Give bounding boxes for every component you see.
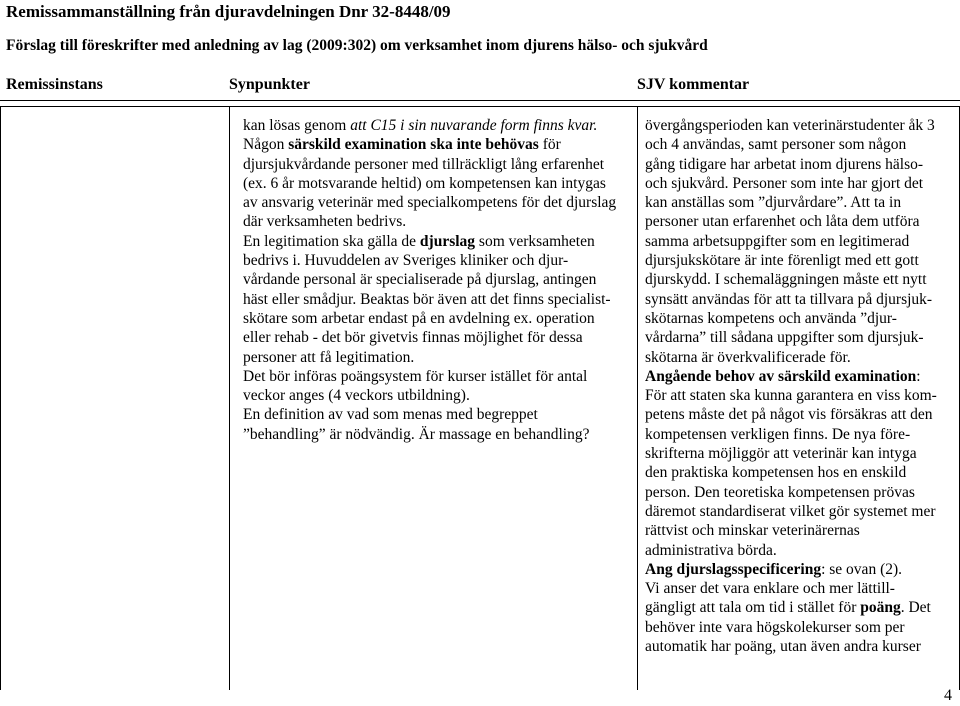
text-line	[645, 598, 957, 617]
text-line	[645, 637, 957, 656]
text-segment: skötare som arbetar endast på en avdelning ex. operation	[243, 309, 595, 327]
text-line	[645, 521, 957, 540]
column-divider-1	[229, 106, 230, 690]
text-segment: kan lösas genom	[243, 117, 351, 134]
text-line	[645, 290, 957, 309]
text-line	[243, 212, 635, 231]
text-line	[243, 386, 635, 405]
text-segment: av ansvarig veterinär med specialkompetens för det djurslag	[243, 194, 617, 212]
text-line	[645, 348, 957, 367]
text-line	[243, 309, 635, 328]
text-line	[645, 463, 957, 482]
text-segment: Vi anser det vara enklare och mer lättill-	[645, 580, 895, 598]
text-line	[645, 328, 957, 347]
text-segment: En definition av vad som menas med begreppet	[243, 406, 538, 424]
text-segment: skötarnas kompetens och använda ”djur-	[645, 309, 897, 327]
text-segment: rättvist och minskar veterinärernas	[645, 522, 860, 540]
text-line	[243, 328, 635, 347]
text-line	[243, 348, 635, 367]
text-segment: den praktiska kompetensen hos en enskild	[645, 464, 907, 482]
text-line	[645, 155, 957, 174]
text-line	[645, 405, 957, 424]
text-segment: kan anställas som ”djurvårdare”. Att ta in	[645, 194, 902, 212]
text-segment: För att staten ska kunna garantera en viss kom-	[645, 387, 937, 405]
text-line	[645, 579, 957, 598]
text-line	[243, 251, 635, 270]
text-segment: och 4 användas, samt personer som någon	[645, 136, 907, 154]
text-segment: : se ovan (2).	[821, 560, 903, 578]
text-line	[645, 483, 957, 502]
text-segment: djurskydd. I schemaläggningen måste ett nytt	[645, 271, 927, 289]
text-segment: behöver inte vara högskolekurser som per	[645, 618, 905, 636]
text-line	[243, 367, 635, 386]
text-segment: djurslag	[419, 232, 476, 250]
text-line	[645, 309, 957, 328]
text-line	[243, 290, 635, 309]
text-segment: (ex. 6 år motsvarande heltid) om kompetensen kan intygas	[243, 174, 606, 192]
text-line	[243, 135, 635, 154]
text-segment: häst eller smådjur. Beaktas bör även att det finns specialist-	[243, 290, 611, 308]
text-line	[645, 116, 957, 135]
text-line	[243, 425, 635, 444]
text-segment: Ang djurslagsspecificering	[645, 560, 822, 578]
text-segment: att C15 i sin nuvarande form finns kvar.	[350, 117, 598, 134]
text-line	[645, 386, 957, 405]
text-line	[243, 270, 635, 289]
text-line	[645, 425, 957, 444]
text-segment: djursjukvårdande personer med tillräckligt lång erfarenhet	[243, 155, 605, 173]
column-divider-2	[637, 106, 638, 690]
text-line	[645, 502, 957, 521]
text-segment: vårdande personal är specialiserade på djurslag, antingen	[243, 271, 597, 289]
text-line	[243, 405, 635, 424]
text-segment: däremot standardiserat vilket gör systemet mer	[645, 502, 936, 520]
text-segment: administrativa börda.	[645, 541, 777, 559]
sjv-kommentar-cell	[645, 116, 957, 656]
text-segment: samma arbetsuppgifter som en legitimerad	[645, 232, 910, 250]
text-line	[645, 135, 957, 154]
column-header-sjv-kommentar: SJV kommentar	[637, 76, 750, 93]
text-segment: djursjukskötare är inte förenligt med ett gott	[645, 252, 919, 270]
column-header-remissinstans: Remissinstans	[6, 76, 103, 93]
text-segment: petens måste det på något vis försäkras att den	[645, 406, 933, 424]
text-line	[645, 212, 957, 231]
page-number: 4	[944, 687, 952, 704]
text-segment: person. Den teoretiska kompetensen prövas	[645, 483, 915, 501]
text-line	[243, 174, 635, 193]
text-segment: poäng	[860, 599, 901, 617]
text-segment: kompetensen verkligen finns. De nya före-	[645, 425, 911, 443]
text-segment: En legitimation ska gälla de	[243, 232, 420, 250]
text-segment: gängligt att tala om tid i stället för	[645, 599, 861, 617]
text-line	[645, 270, 957, 289]
table-border-top	[0, 100, 960, 101]
text-segment: automatik har poäng, utan även andra kurser	[645, 638, 921, 656]
text-segment: ”behandling” är nödvändig. Är massage en behandling?	[243, 425, 590, 443]
text-segment: eller rehab - det bör givetvis finnas möjlighet för dessa	[243, 329, 583, 347]
text-segment: skötarna är överkvalificerade för.	[645, 348, 851, 366]
text-segment: för	[538, 136, 561, 154]
text-line	[645, 541, 957, 560]
document-subtitle: Förslag till föreskrifter med anledning av lag (2009:302) om verksamhet inom djurens hälso- och sjukvård	[6, 37, 708, 54]
text-segment: som verksamheten	[475, 232, 595, 250]
text-segment: särskild examination ska inte behövas	[288, 136, 539, 154]
text-line	[243, 155, 635, 174]
text-segment: vårdarna” till sådana uppgifter som djursjuk-	[645, 329, 924, 347]
text-line	[645, 618, 957, 637]
text-line	[645, 232, 957, 251]
text-segment: gång tidigare har arbetat inom djurens hälso-	[645, 155, 924, 173]
text-segment: Angående behov av särskild examination	[645, 367, 917, 385]
text-line	[645, 367, 957, 386]
text-segment: . Det	[900, 599, 931, 617]
table-border-top-inner	[0, 106, 960, 107]
text-segment: skrifterna möjliggör att veterinär kan intyga	[645, 445, 917, 463]
text-segment: och sjukvård. Personer som inte har gjort det	[645, 174, 924, 192]
text-line	[645, 251, 957, 270]
text-segment: bedrivs i. Huvuddelen av Sveriges kliniker och djur-	[243, 252, 569, 270]
text-segment: Någon	[243, 136, 289, 154]
text-segment: personer utan erfarenhet och låta dem utföra	[645, 213, 920, 231]
text-line	[645, 193, 957, 212]
text-segment: synsätt användas för att ta tillvara på djursjuk-	[645, 290, 933, 308]
text-line	[645, 444, 957, 463]
text-segment: Det bör införas poängsystem för kurser istället för antal	[243, 367, 588, 385]
text-line	[243, 193, 635, 212]
text-segment: :	[916, 367, 921, 385]
column-header-synpunkter: Synpunkter	[229, 76, 310, 93]
text-segment: övergångsperioden kan veterinärstudenter åk 3	[645, 117, 935, 134]
text-line	[243, 116, 635, 135]
text-segment: veckor anges (4 veckors utbildning).	[243, 387, 470, 405]
text-line	[645, 174, 957, 193]
text-segment: personer att få legitimation.	[243, 348, 415, 366]
document-title: Remissammanställning från djuravdelningen Dnr 32-8448/09	[6, 2, 451, 21]
text-segment: där verksamheten bedrivs.	[243, 213, 407, 231]
text-line	[645, 560, 957, 579]
synpunkter-cell	[243, 116, 635, 444]
table-border-left	[0, 106, 1, 690]
text-line	[243, 232, 635, 251]
